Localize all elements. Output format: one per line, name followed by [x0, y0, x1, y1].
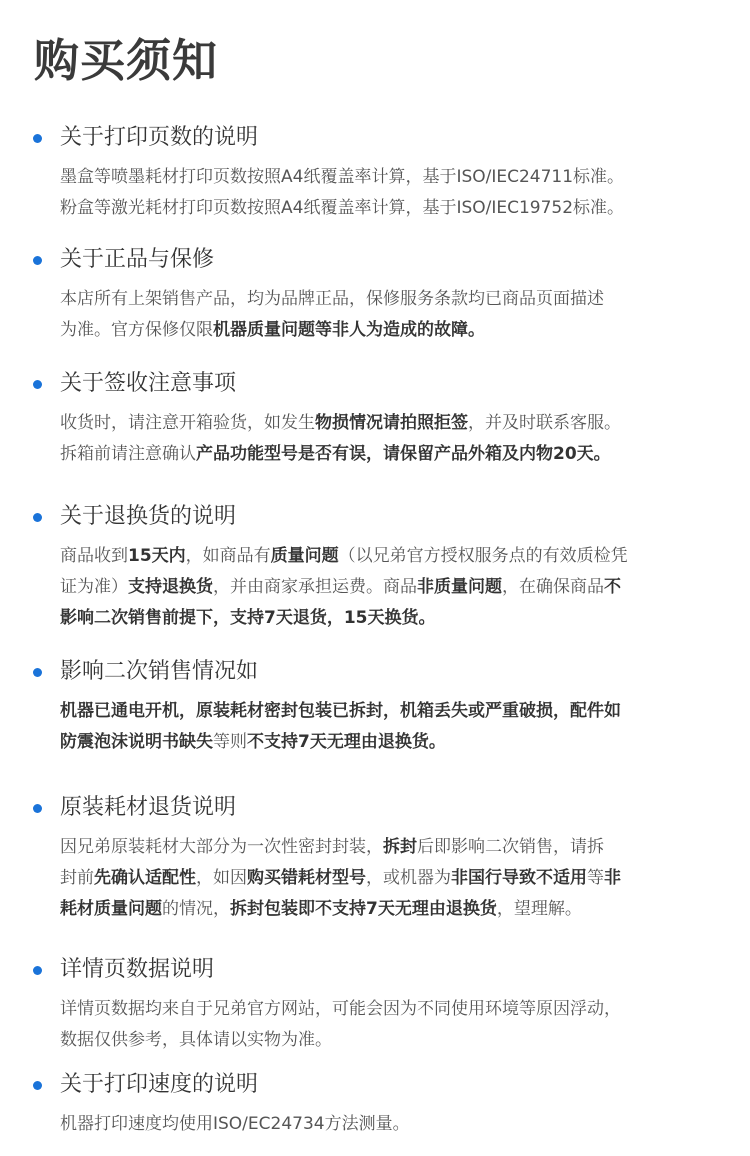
body-text: 机器打印速度均使用ISO/EC24734方法测量。: [60, 1114, 410, 1134]
body-text: 粉盒等激光耗材打印页数按照A4纸覆盖率计算，基于ISO/IEC19752标准。: [60, 198, 625, 218]
section-page-data: [0, 950, 750, 1056]
body-line: [60, 1025, 720, 1056]
emphasis-text: 拆封: [383, 837, 417, 857]
body-text: 墨盒等喷墨耗材打印页数按照A4纸覆盖率计算，基于ISO/IEC24711标准。: [60, 167, 625, 187]
body-text: 数据仅供参考，具体请以实物为准。: [60, 1030, 332, 1050]
emphasis-text: 拆封包装即不支持7天无理由退换货: [230, 899, 497, 919]
section-heading: [0, 1065, 750, 1105]
section-heading-text: 原装耗材退货说明: [60, 795, 237, 820]
body-text: （以兄弟官方授权服务点的有效质检凭: [338, 546, 628, 566]
emphasis-text: 产品功能型号是否有误，请保留产品外箱及内物20天。: [196, 444, 611, 464]
body-line: [60, 727, 720, 758]
section-body: [60, 832, 720, 925]
section-resale-impact: [0, 652, 750, 758]
section-heading: [0, 788, 750, 828]
emphasis-text: 支持退换货: [128, 577, 213, 597]
section-heading: [0, 497, 750, 537]
emphasis-text: 先确认适配性: [94, 868, 196, 888]
body-text: 等: [587, 868, 604, 888]
body-line: [60, 541, 720, 572]
body-text: ，或机器为: [366, 868, 451, 888]
body-text: ，望理解。: [496, 899, 582, 919]
emphasis-text: 非质量问题: [417, 577, 502, 597]
section-heading-text: 关于打印页数的说明: [60, 125, 259, 150]
emphasis-text: 机器已通电开机，原装耗材密封包装已拆封，机箱丢失或严重破损，配件如: [60, 701, 621, 721]
body-line: [60, 994, 720, 1025]
bullet-dot-icon: [33, 256, 42, 265]
body-text: 后即影响二次销售，请拆: [417, 837, 604, 857]
bullet-dot-icon: [33, 1081, 42, 1090]
body-text: 等则: [213, 732, 247, 752]
body-line: [60, 832, 720, 863]
emphasis-text: 机器质量问题等非人为造成的故障。: [213, 320, 485, 340]
body-text: ，如因: [196, 868, 247, 888]
section-heading: [0, 652, 750, 692]
section-heading-text: 详情页数据说明: [60, 957, 215, 982]
section-body: [60, 696, 720, 758]
emphasis-text: 质量问题: [270, 546, 339, 566]
section-heading-text: 关于退换货的说明: [60, 504, 237, 529]
body-text: 为准。官方保修仅限: [60, 320, 213, 340]
section-heading: [0, 240, 750, 280]
bullet-dot-icon: [33, 966, 42, 975]
section-consumables-returns: [0, 788, 750, 925]
body-text: 商品收到: [60, 546, 128, 566]
body-text: 证为准）: [60, 577, 128, 597]
body-line: [60, 408, 720, 439]
section-heading-text: 关于打印速度的说明: [60, 1072, 259, 1097]
emphasis-text: 非: [604, 868, 621, 888]
body-text: ，在确保商品: [502, 577, 604, 597]
emphasis-text: 非国行导致不适用: [451, 868, 587, 888]
section-body: [60, 162, 720, 224]
body-line: [60, 696, 720, 727]
section-heading-text: 关于签收注意事项: [60, 371, 237, 396]
body-line: [60, 315, 720, 346]
bullet-dot-icon: [33, 513, 42, 522]
section-returns: [0, 497, 750, 634]
body-line: [60, 572, 720, 603]
body-text: 拆箱前请注意确认: [60, 444, 196, 464]
emphasis-text: 15天内: [128, 546, 186, 566]
body-line: [60, 863, 720, 894]
section-print-pages: [0, 118, 750, 224]
section-receipt-notice: [0, 364, 750, 470]
body-text: 封前: [60, 868, 94, 888]
body-line: [60, 193, 720, 224]
body-text: 的情况，: [162, 899, 230, 919]
section-heading-text: 关于正品与保修: [60, 247, 215, 272]
emphasis-text: 防震泡沫说明书缺失: [60, 732, 213, 752]
section-body: [60, 284, 720, 346]
body-text: ，并及时联系客服。: [468, 413, 621, 433]
emphasis-text: 耗材质量问题: [60, 899, 162, 919]
emphasis-text: 影响二次销售前提下，支持7天退货，15天换货。: [60, 608, 436, 628]
section-body: [60, 541, 720, 634]
body-text: 因兄弟原装耗材大部分为一次性密封封装，: [60, 837, 383, 857]
emphasis-text: 购买错耗材型号: [247, 868, 366, 888]
section-heading: [0, 118, 750, 158]
bullet-dot-icon: [33, 134, 42, 143]
body-line: [60, 603, 720, 634]
section-heading-text: 影响二次销售情况如: [60, 659, 259, 684]
bullet-dot-icon: [33, 380, 42, 389]
section-heading: [0, 364, 750, 404]
body-line: [60, 439, 720, 470]
section-body: [60, 408, 720, 470]
section-body: [60, 1109, 720, 1140]
body-text: ，并由商家承担运费。商品: [213, 577, 417, 597]
body-text: 收货时，请注意开箱验货，如发生: [60, 413, 315, 433]
body-line: [60, 894, 720, 925]
body-line: [60, 284, 720, 315]
bullet-dot-icon: [33, 668, 42, 677]
body-text: 本店所有上架销售产品，均为品牌正品，保修服务条款均已商品页面描述: [60, 289, 604, 309]
page-title: 购买须知: [34, 34, 219, 87]
section-heading: [0, 950, 750, 990]
body-text: ，如商品有: [185, 546, 271, 566]
emphasis-text: 物损情况请拍照拒签: [315, 413, 468, 433]
section-genuine-warranty: [0, 240, 750, 346]
bullet-dot-icon: [33, 804, 42, 813]
body-line: [60, 162, 720, 193]
section-print-speed: [0, 1065, 750, 1140]
body-text: 详情页数据均来自于兄弟官方网站，可能会因为不同使用环境等原因浮动，: [60, 999, 621, 1019]
emphasis-text: 不支持7天无理由退换货。: [247, 732, 446, 752]
section-body: [60, 994, 720, 1056]
emphasis-text: 不: [604, 577, 621, 597]
body-line: [60, 1109, 720, 1140]
